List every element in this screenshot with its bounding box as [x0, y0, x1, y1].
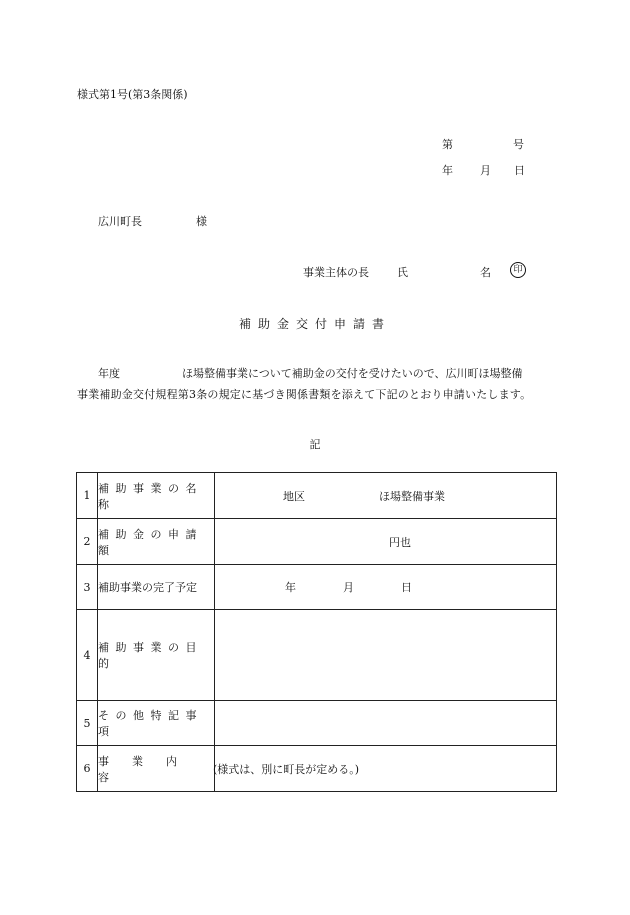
item-label: 補助事業の名称 — [98, 473, 215, 519]
item-value — [215, 610, 557, 701]
item-value — [215, 473, 557, 519]
date-year-label: 年 — [442, 164, 453, 177]
item-number: 1 — [77, 473, 98, 519]
item-value-part: 月 — [343, 581, 354, 594]
item-label: 事業内容 — [98, 746, 215, 792]
addressee-honorific: 様 — [196, 215, 207, 228]
table-row — [77, 565, 557, 610]
item-value-part: 日 — [401, 581, 412, 594]
item-value — [215, 565, 557, 610]
table-row — [77, 746, 557, 792]
document-number-suffix: 号 — [513, 138, 524, 151]
form-number: 様式第1号(第3条関係) — [77, 88, 188, 101]
table-row — [77, 473, 557, 519]
item-number: 4 — [77, 610, 98, 701]
table-row — [77, 519, 557, 565]
body-text-year: 年度 — [98, 367, 120, 380]
item-value — [215, 701, 557, 746]
document-number-label: 第 — [442, 138, 453, 151]
item-value-part: 年 — [285, 581, 296, 594]
item-label: その他特記事項 — [98, 701, 215, 746]
addressee-name: 広川町長 — [98, 215, 142, 228]
body-text-line-2: 事業補助金交付規程第3条の規定に基づき関係書類を添えて下記のとおり申請いたします。 — [77, 388, 532, 401]
item-value-part: (様式は、別に町長が定める。) — [213, 762, 360, 776]
item-value-part: 地区 — [283, 489, 305, 503]
table-row — [77, 610, 557, 701]
item-value — [215, 519, 557, 565]
item-label: 補助金の申請額 — [98, 519, 215, 565]
items-table — [76, 472, 557, 792]
date-day-label: 日 — [514, 164, 525, 177]
applicant-title: 事業主体の長 — [303, 266, 369, 279]
ki-heading: 記 — [309, 438, 321, 451]
date-month-label: 月 — [480, 164, 491, 177]
item-label: 補助事業の目的 — [98, 610, 215, 701]
item-value-part: ほ場整備事業 — [379, 489, 445, 503]
applicant-name-label: 氏 — [397, 266, 408, 279]
seal-mark: 印 — [510, 262, 526, 278]
item-number: 5 — [77, 701, 98, 746]
item-value — [215, 746, 557, 792]
item-number: 3 — [77, 565, 98, 610]
body-text-line-1: ほ場整備事業について補助金の交付を受けたいので、広川町ほ場整備 — [182, 367, 523, 380]
item-number: 6 — [77, 746, 98, 792]
item-value-part: 円也 — [389, 535, 411, 549]
item-label: 補助事業の完了予定 — [98, 565, 215, 610]
document-title: 補助金交付申請書 — [238, 317, 391, 331]
item-number: 2 — [77, 519, 98, 565]
applicant-name-suffix: 名 — [480, 266, 491, 279]
table-row — [77, 701, 557, 746]
